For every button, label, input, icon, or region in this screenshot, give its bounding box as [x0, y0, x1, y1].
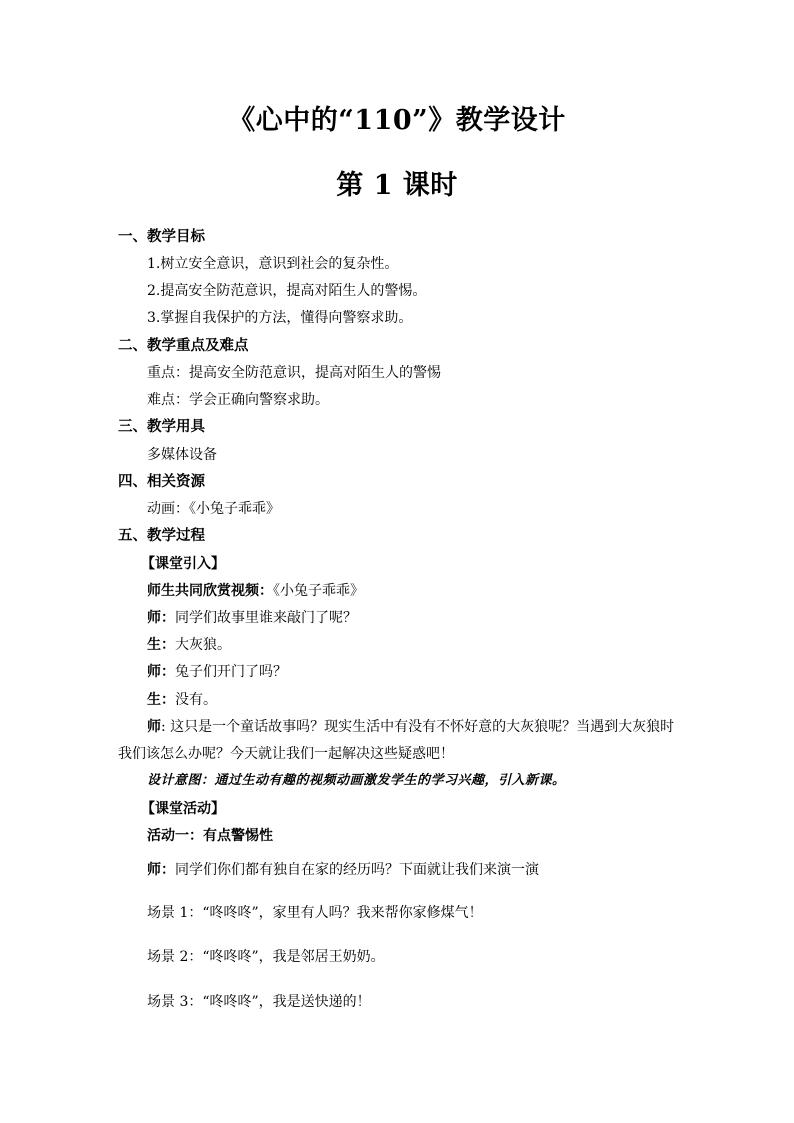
intro-label: 【课堂引入】 [141, 556, 225, 572]
activity1-title: 活动一：有点警惕性 [147, 828, 273, 844]
speaker-label: 师： [147, 610, 175, 626]
dialog-line [147, 691, 217, 709]
tools-text: 多媒体设备 [147, 447, 217, 463]
lesson-subtitle: 第 1 课时 [336, 170, 458, 201]
watch-text: 《小兔子乖乖》 [273, 583, 364, 599]
dialog-line [147, 663, 287, 681]
watch-label: 师生共同欣赏视频： [147, 583, 273, 599]
focus-line [147, 364, 441, 382]
scene-line: 场景 3：“咚咚咚”，我是送快递的！ [147, 994, 371, 1010]
speaker-label: 生： [147, 692, 175, 708]
dialog-line [147, 636, 231, 654]
dialog-text: 兔子们开门了吗？ [175, 664, 287, 680]
section-heading-tools: 三、教学用具 [118, 418, 205, 435]
teacher-long-text-2: 我们该怎么办呢？今天就让我们一起解决这些疑惑吧！ [118, 746, 454, 762]
teacher-long-text-1: : 这只是一个童话故事吗？现实生活中有没有不怀好意的大灰狼呢？当遇到大灰狼时 [161, 719, 675, 735]
speaker-label: 师： [147, 664, 175, 680]
scene-line: 场景 2：“咚咚咚”，我是邻居王奶奶。 [147, 949, 385, 965]
dialog-text: 大灰狼。 [175, 637, 231, 653]
teacher-long-line [147, 718, 674, 736]
speaker-label: 生： [147, 637, 175, 653]
focus-label: 重点： [147, 365, 189, 381]
difficulty-line [147, 391, 329, 409]
dialog-line [147, 609, 357, 627]
speaker-label: 师： [147, 862, 175, 878]
difficulty-label: 难点： [147, 392, 189, 408]
resources-text: 动画：《小兔子乖乖》 [147, 501, 280, 517]
activity1-teacher-line [147, 861, 539, 879]
section-heading-key-points: 二、教学重点及难点 [118, 337, 249, 354]
section-heading-resources: 四、相关资源 [118, 473, 205, 490]
speaker-label: 师 [147, 719, 161, 735]
goal-item: 3.掌握自我保护的方法，懂得向警察求助。 [147, 310, 413, 326]
section-heading-process: 五、教学过程 [118, 527, 205, 544]
activity1-teacher-text: 同学们你们都有独自在家的经历吗？下面就让我们来演一演 [175, 862, 539, 878]
dialog-text: 同学们故事里谁来敲门了呢？ [175, 610, 357, 626]
goal-item: 1.树立安全意识，意识到社会的复杂性。 [147, 256, 399, 272]
activity-label: 【课堂活动】 [141, 801, 225, 817]
difficulty-text: 学会正确向警察求助。 [189, 392, 329, 408]
scene-line: 场景 1：“咚咚咚”，家里有人吗？我来帮你家修煤气！ [147, 905, 483, 921]
document-title: 《心中的“110”》教学设计 [228, 105, 566, 136]
focus-text: 提高安全防范意识，提高对陌生人的警惕 [189, 365, 441, 381]
design-intent: 设计意图：通过生动有趣的视频动画激发学生的学习兴趣，引入新课。 [147, 773, 566, 788]
dialog-text: 没有。 [175, 692, 217, 708]
goal-item: 2.提高安全防范意识，提高对陌生人的警惕。 [147, 283, 427, 299]
watch-line [147, 582, 364, 600]
section-heading-goals: 一、教学目标 [118, 228, 205, 245]
